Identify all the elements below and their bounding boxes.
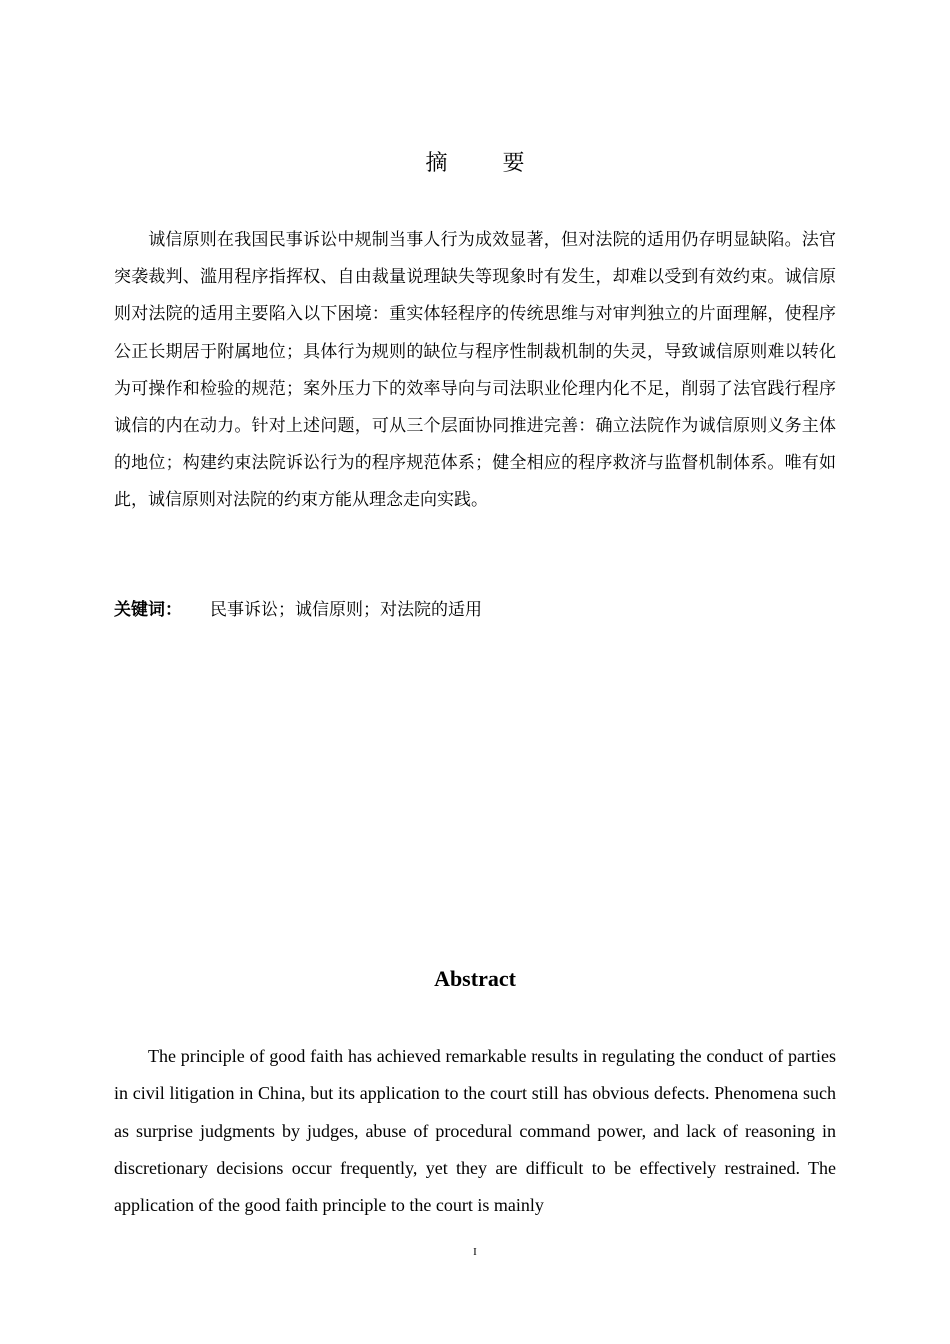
chinese-abstract-title: 摘 要 xyxy=(425,151,549,176)
keywords-value: 民事诉讼；诚信原则；对法院的适用 xyxy=(210,600,482,620)
keywords-line xyxy=(114,594,836,626)
page-number: I xyxy=(473,1246,477,1258)
chinese-abstract-body xyxy=(114,222,836,520)
english-abstract-title: Abstract xyxy=(434,966,516,991)
chinese-abstract-text: 诚信原则在我国民事诉讼中规制当事人行为成效显著，但对法院的适用仍存明显缺陷。法官突袭裁判、滥用程序指挥权、自由裁量说理缺失等现象时有发生，却难以受到有效约束。诚信原则对法院的适用主要陷入以下困境：重实体轻程序的传统思维与对审判独立的片面理解，使程序公正长期居于附属地位；具体行为规则的缺位与程序性制裁机制的失灵，导致诚信原则难以转化为可操作和检验的规范；案外压力下的效率导向与司法职业伦理内化不足，削弱了法官践行程序诚信的内在动力。针对上述问题，可从三个层面协同推进完善：确立法院作为诚信原则义务主体的地位；构建约束法院诉讼行为的程序规范体系；健全相应的程序救济与监督机制体系。唯有如此，诚信原则对法院的约束方能从理念走向实践。 xyxy=(114,230,836,511)
keywords-label: 关键词： xyxy=(114,600,182,620)
english-abstract-body: The principle of good faith has achieved remarkable results in regulating the conduct of parties in civil litigation in China, but its application to the court still has obvious defects. Phenomena such as surprise judgments by judges, abuse of procedural command power, and lack of reasoning in discretionary decisions occur frequently, yet they are difficult to be effectively restrained. The application of the good faith principle to the court is mainly xyxy=(114,1046,836,1216)
